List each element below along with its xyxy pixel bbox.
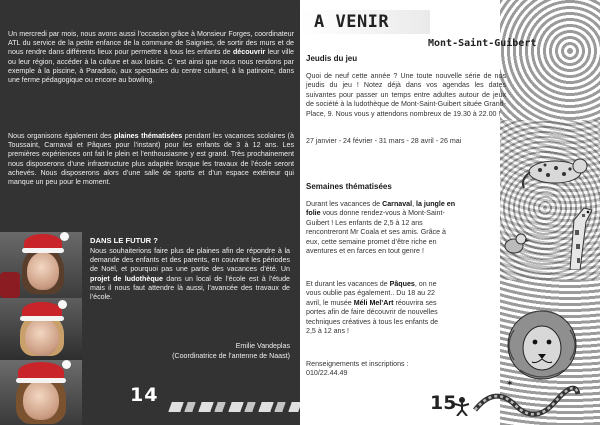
svg-text:✶: ✶ — [506, 379, 514, 389]
carnaval-bold: Carnaval — [382, 200, 413, 208]
photo-child-2 — [0, 298, 82, 360]
intro-text-1: Un mercredi par mois, nous avons aussi l’occasion grâce à Monsieur Forges, coordinateur ATL du service de la petite enfance de la commune de Saignies, de sortir des murs et de nous rendre dans différents lieux pour permettre à tous les enfants de — [8, 30, 294, 57]
jeudis-dates: 27 janvier - 24 février - 31 mars - 28 avril - 26 mai — [306, 137, 462, 145]
paques-text-3: réouvrira ses portes afin de faire découvrir de nouvelles techniques créatives à tous les enfants de 2,5 à 12 ans ! — [306, 298, 439, 336]
meli-melart-bold: Méli Mel’Art — [353, 298, 394, 307]
intro-bold: découvrir — [232, 48, 266, 57]
futur-heading: DANS LE FUTUR ? — [90, 236, 158, 245]
contact-block — [306, 360, 506, 379]
stick-figure-icon — [453, 396, 471, 416]
photo-child-1 — [0, 232, 82, 298]
jungle-bold: la jungle en folie — [306, 200, 456, 218]
carnaval-text-1: Durant les vacances de — [306, 200, 383, 208]
carnaval-text-3: vous donne rendez-vous à Mont-Saint-Guibert ! Les enfants de 2,5 à 12 ans rencontreront Mr Coala et ses amis. Grâce à eux, cette semaine promet d’être riche en aventures et en farces en tout genre ! — [306, 209, 446, 256]
paques-bold: Pâques — [389, 280, 415, 288]
paques-paragraph — [306, 280, 442, 336]
carnaval-text-2: , — [412, 200, 417, 208]
intro-text-2: leur ville ou leur région, accéder à la culture et aux loisirs. C ’est ainsi que nous nous rendons par exemple à la piscine, à Paradisio, aux spectacles du centre culturel, à la patinoire, dans une ferme pédagogique ou encore au bowling. — [8, 48, 294, 85]
futur-bold: projet de ludothèque — [90, 274, 163, 283]
section-heading-a-venir: A VENIR — [314, 12, 390, 32]
jeudis-paragraph: Quoi de neuf cette année ? Une toute nouvelle série de nos jeudis du jeu ! Notez déjà dans vos agendas les dates suivantes pour passer un temps entre adultes autour de jeux de société à la ludothèque de Mont-Saint-Guibert située Grand-Place, 9. Nous vous y attendons nombreux de 19.30 à 22.00 ! — [306, 72, 506, 118]
signature-name: Emilie Vandeplas — [235, 342, 290, 350]
contact-phone: 010/22.44.49 — [306, 369, 348, 378]
page-number-right: 15 — [430, 392, 457, 414]
paques-text-1: Et durant les vacances de — [306, 280, 390, 288]
leopard-illustration — [520, 150, 590, 190]
bird-illustration — [500, 230, 530, 258]
futur-text-2: dans un local de l’école est à l’étude mais il nous faut attendre là aussi, l’avancée des travaux de l’école. — [90, 274, 290, 302]
contact-label: Renseignements et inscriptions : — [306, 360, 409, 368]
plaines-text-2: pendant les vacances scolaires (à Toussaint, Carnaval et Pâques pour l’instant) pour les enfants de 3 à 12 ans. Les premières expériences ont fait le plein et l’enthousiasme y est grand. Très prochainement nous disposerons d’une infrastructure plus adaptée lorsque les travaux de l’école seront achevés. Nous disposerons alors d’une salle de sports et d’un espace extérieur qui manque un peu pour le moment. — [8, 132, 294, 187]
location-label: Mont-Saint-Guibert — [428, 38, 537, 49]
page-number-left: 14 — [130, 384, 159, 406]
brush-stroke-decoration — [168, 402, 300, 412]
snake-illustration — [470, 380, 580, 420]
photo-child-3 — [0, 360, 82, 425]
plaines-bold: plaines thématisées — [114, 132, 183, 140]
children-photos — [0, 232, 82, 425]
paques-text-2: , on ne vous oublie pas également.. Du 18 au 22 avril, le musée — [306, 280, 437, 307]
carnaval-paragraph — [306, 200, 456, 256]
plaines-text-1: Nous organisons également des — [8, 132, 115, 140]
futur-paragraph — [90, 247, 290, 302]
right-page — [300, 0, 600, 425]
signature-role: (Coordinatrice de l’antenne de Naast) — [172, 352, 290, 360]
jeudis-heading: Jeudis du jeu — [306, 54, 358, 63]
intro-paragraph — [8, 30, 294, 85]
giraffe-illustration — [540, 200, 598, 270]
plaines-paragraph — [8, 132, 294, 187]
signature — [110, 341, 290, 361]
semaines-heading: Semaines thématisées — [306, 182, 392, 191]
futur-text-1: Nous souhaiterions faire plus de plaines afin de répondre à la demande des enfants et des parents, en couvrant les périodes de Noël, et pourquoi pas une partie des vacances d’été. Un — [90, 247, 290, 274]
